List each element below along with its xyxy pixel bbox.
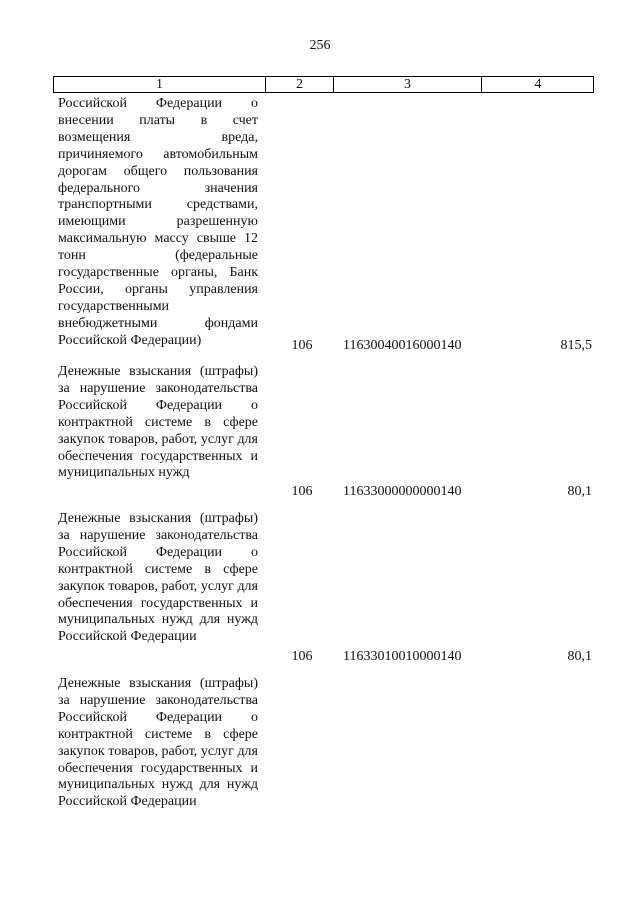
row-3-description: Денежные взыскания (штрафы) за нарушение законодательства Российской Федерации о контрактной системе в сфере закупок товаров, работ, услуг для обеспечения государственных и муниципальных нужд для нужд Российской Федерации bbox=[58, 511, 258, 645]
row-1-code: 106 bbox=[291, 338, 313, 353]
row-2-description: Денежные взыскания (штрафы) за нарушение законодательства Российской Федерации о контрактной системе в сфере закупок товаров, работ, услуг для обеспечения государственных и муниципальных нужд bbox=[58, 364, 258, 481]
table-header bbox=[53, 76, 594, 93]
row-4-description: Денежные взыскания (штрафы) за нарушение законодательства Российской Федерации о контрактной системе в сфере закупок товаров, работ, услуг для обеспечения государственных и муниципальных нужд для нужд Российской Федерации bbox=[58, 676, 258, 810]
header-col-2: 2 bbox=[266, 77, 334, 92]
row-3-kbk: 11633010010000140 bbox=[343, 649, 462, 664]
row-3-code: 106 bbox=[291, 649, 313, 664]
row-1-description: Российской Федерации о внесении платы в счет возмещения вреда, причиняемого автомобильным дорогам общего пользования федерального значения транспортными средствами, имеющими разрешенную максимальную массу свыше 12 тонн (федеральные государственные органы, Банк России, органы управления государственными внебюджетными фондами Российской Федерации) bbox=[58, 96, 258, 348]
header-col-4: 4 bbox=[534, 77, 542, 92]
row-3-amount: 80,1 bbox=[567, 649, 592, 664]
header-col-1: 1 bbox=[54, 77, 266, 92]
row-2-amount: 80,1 bbox=[567, 484, 592, 499]
page-number: 256 bbox=[309, 38, 331, 53]
header-col-3: 3 bbox=[334, 77, 482, 92]
row-1-amount: 815,5 bbox=[560, 338, 592, 353]
row-1-kbk: 11630040016000140 bbox=[343, 338, 462, 353]
row-2-kbk: 11633000000000140 bbox=[343, 484, 462, 499]
row-2-code: 106 bbox=[291, 484, 313, 499]
